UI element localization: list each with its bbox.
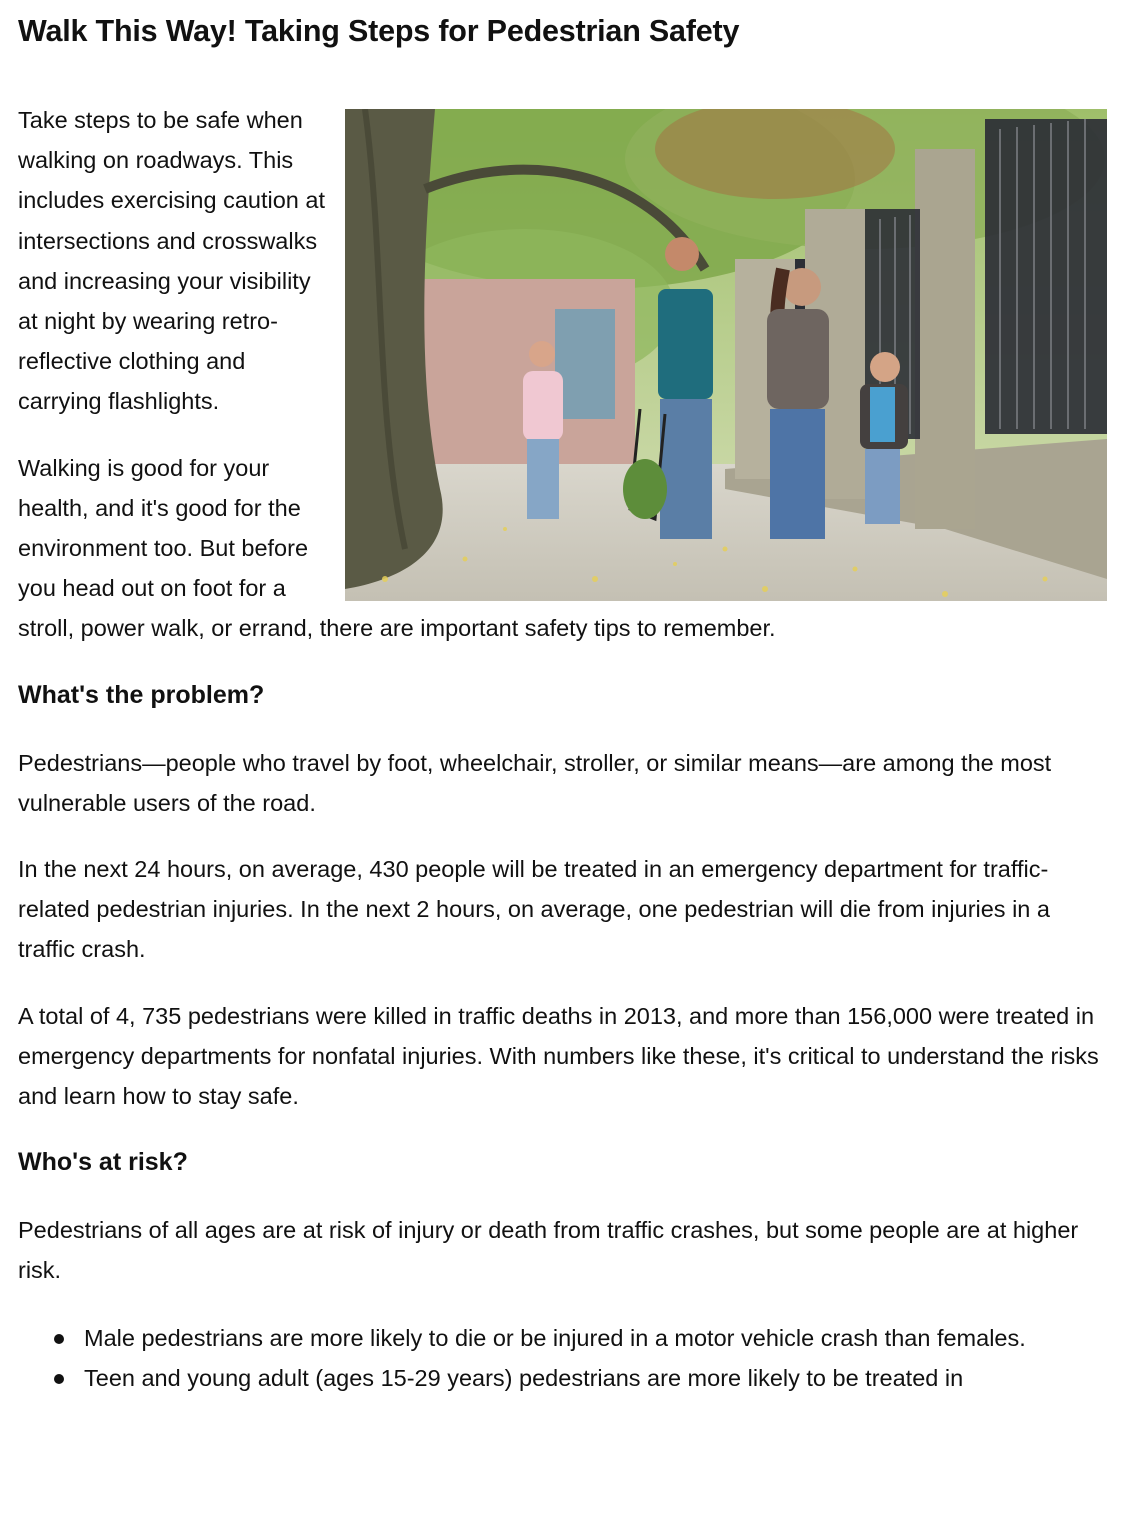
- intro-section: [18, 100, 1110, 649]
- risk-list: [18, 1318, 1110, 1398]
- section-paragraph: Pedestrians—people who travel by foot, wheelchair, stroller, or similar means—are among the most vulnerable users of the road.: [18, 749, 1052, 816]
- list-item: [84, 1318, 1110, 1358]
- list-item-text: Teen and young adult (ages 15-29 years) pedestrians are more likely to be treated in: [84, 1364, 964, 1391]
- list-item: [84, 1358, 1110, 1398]
- section-problem: [18, 675, 1110, 1117]
- bullet-icon: [54, 1334, 64, 1344]
- section-paragraph: In the next 24 hours, on average, 430 people will be treated in an emergency department for traffic-related pedestrian injuries. In the next 2 hours, on average, one pedestrian will die from injuries in a traffic crash.: [18, 856, 1050, 963]
- bullet-icon: [54, 1374, 64, 1384]
- intro-paragraph: Take steps to be safe when walking on roadways. This includes exercising caution at intersections and crosswalks and increasing your visibility at night by wearing retro-reflective clothing and carrying flashlights.: [18, 107, 325, 415]
- intro-paragraph: Walking is good for your health, and it's good for the environment too. But before you head out on foot for a stroll, power walk, or errand, there are important safety tips to remember.: [18, 454, 776, 642]
- article: [18, 0, 1110, 1398]
- page-title: Walk This Way! Taking Steps for Pedestrian Safety: [18, 14, 740, 48]
- list-item-text: Male pedestrians are more likely to die or be injured in a motor vehicle crash than females.: [84, 1324, 1026, 1351]
- hero-image: [345, 109, 1107, 601]
- section-paragraph: A total of 4, 735 pedestrians were killed in traffic deaths in 2013, and more than 156,000 were treated in emergency departments for nonfatal injuries. With numbers like these, it's critical to understand the risks and learn how to stay safe.: [18, 1002, 1099, 1110]
- section-heading: What's the problem?: [18, 680, 265, 709]
- section-heading: Who's at risk?: [18, 1148, 188, 1177]
- section-who-at-risk: [18, 1142, 1110, 1398]
- section-paragraph: Pedestrians of all ages are at risk of injury or death from traffic crashes, but some people are at higher risk.: [18, 1217, 1079, 1284]
